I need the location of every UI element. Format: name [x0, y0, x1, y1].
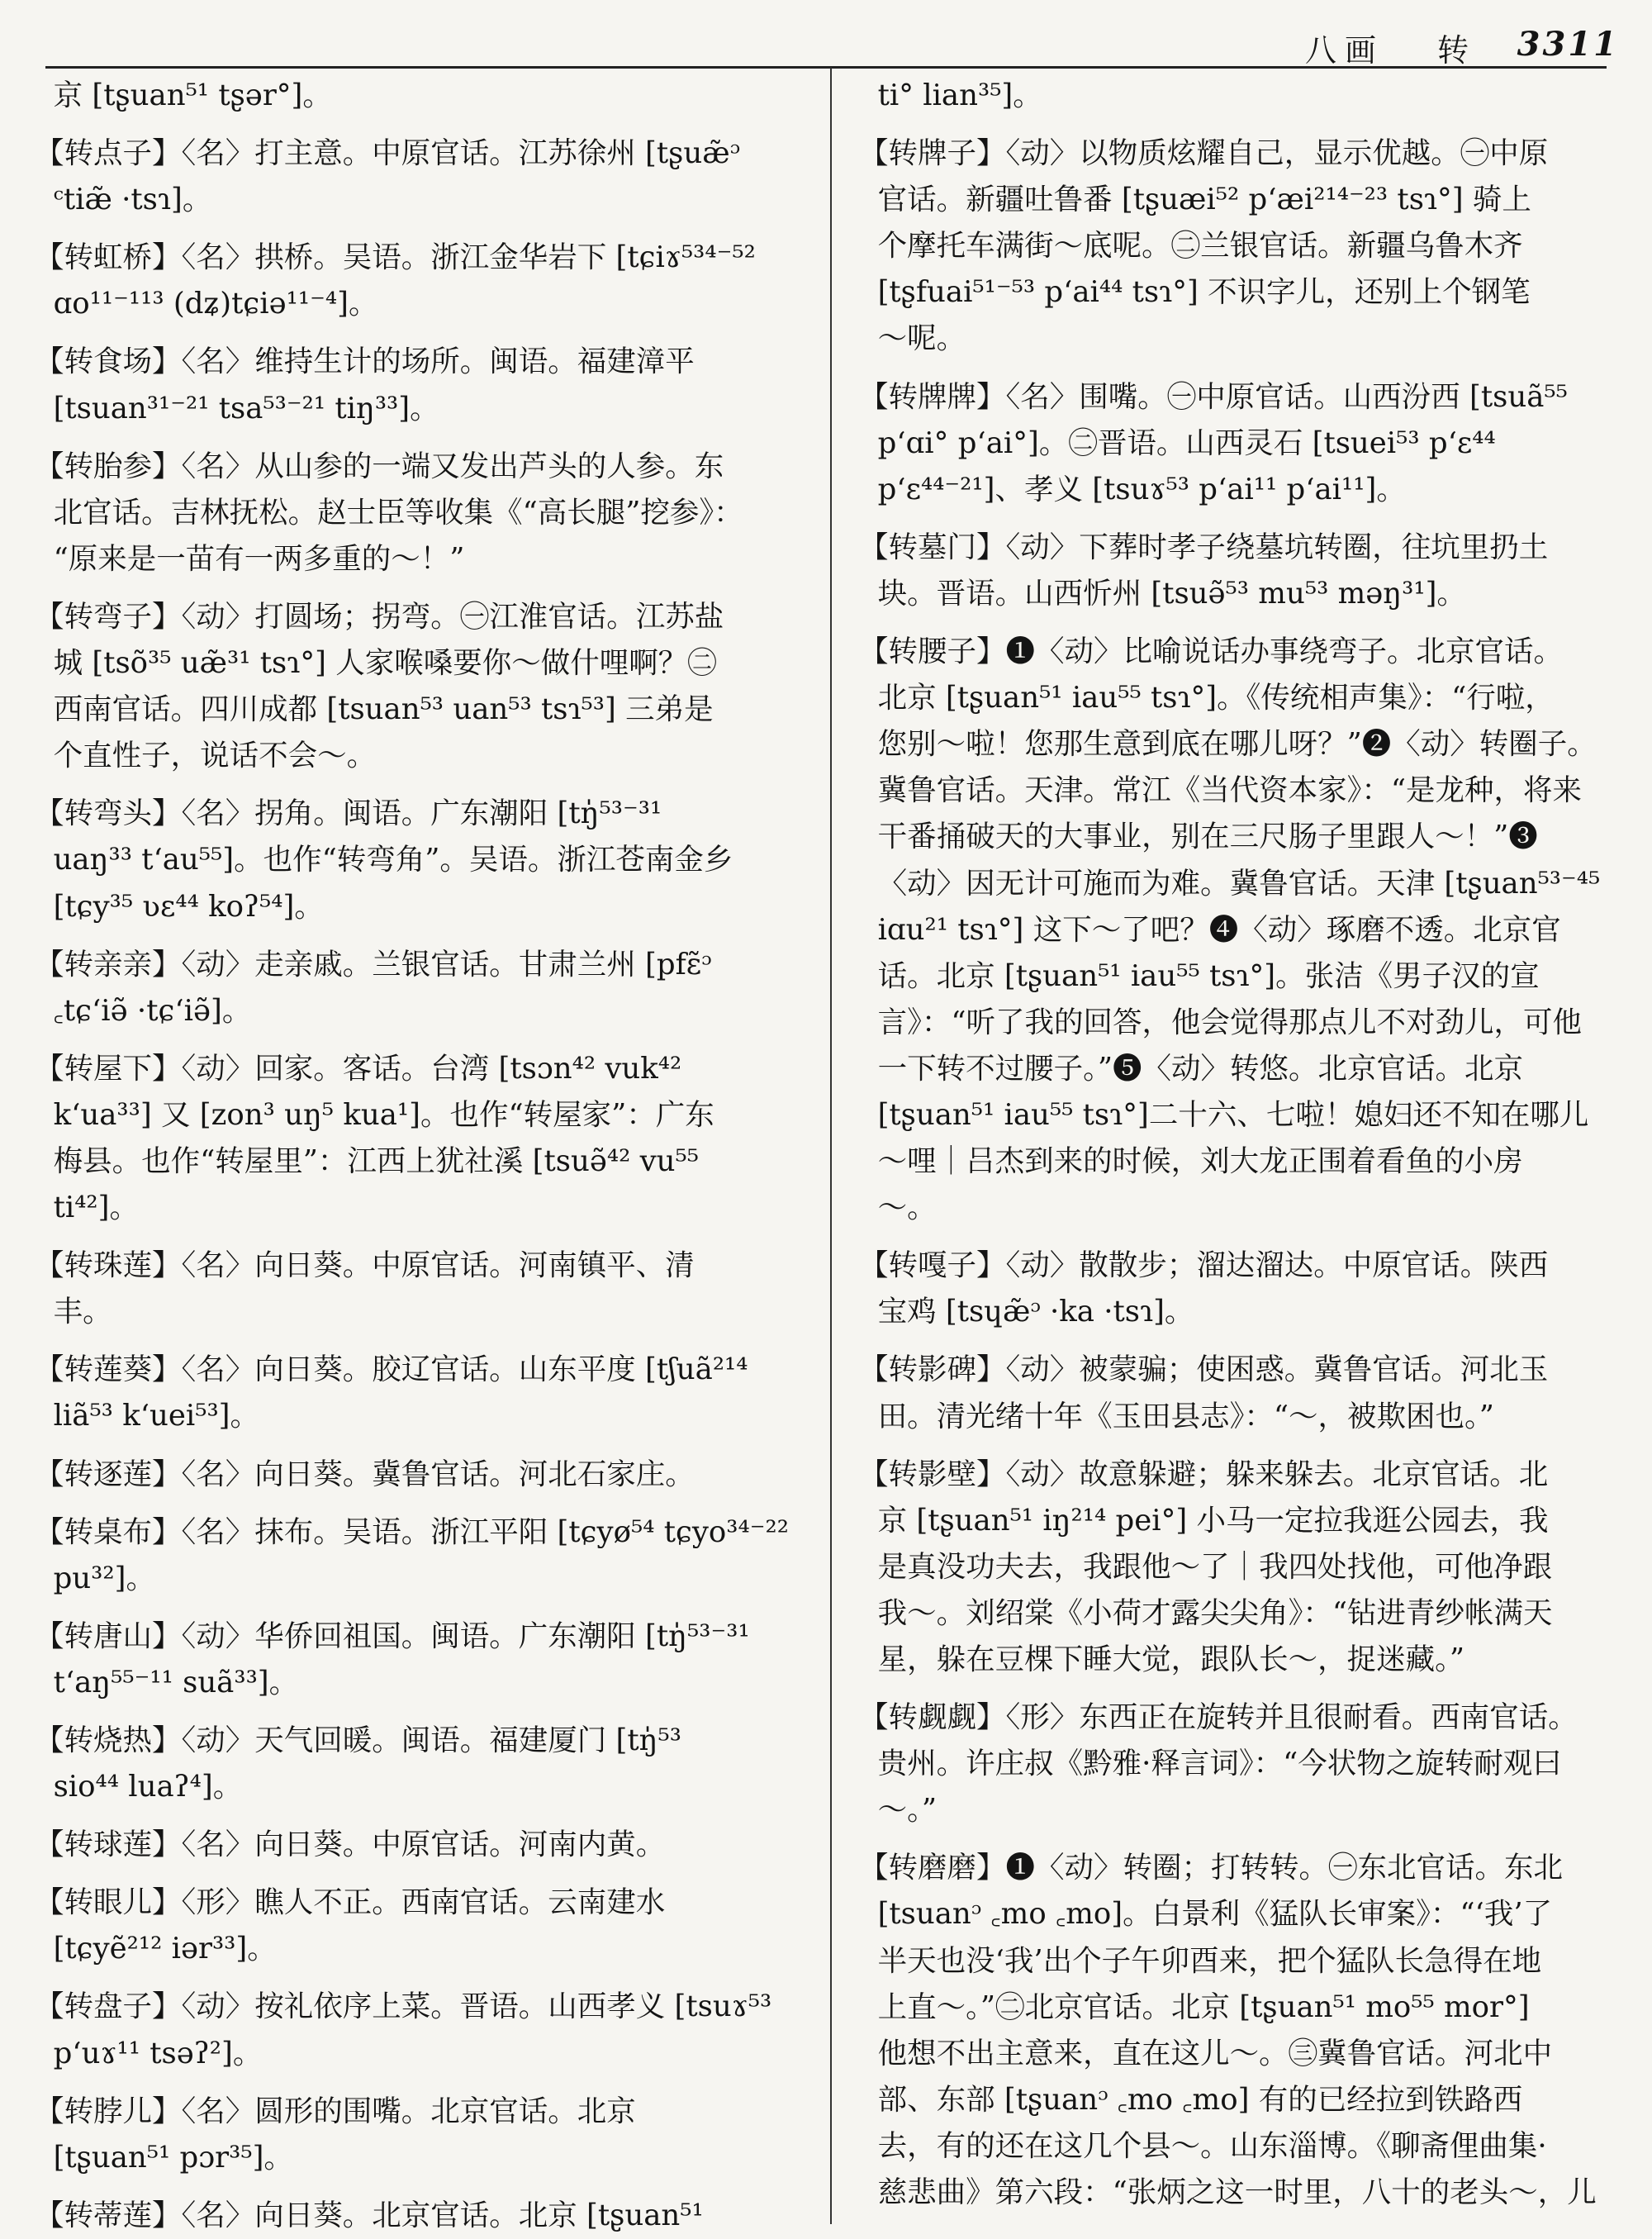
entry-text-line: 您别～啦！您那生意到底在哪儿呀？”❷〈动〉转圈子。: [859, 727, 1597, 762]
entry-text-line: [tsuan³¹⁻²¹ tsa⁵³⁻²¹ tiŋ³³]。: [35, 391, 439, 425]
entry-text-line: pʻuɤ¹¹ tsəʔ²]。: [35, 2036, 263, 2070]
entry-headword-line: 【转虹桥】〈名〉拱桥。吴语。浙江金华岩下 [tɕiɤ⁵³⁴⁻⁵²: [35, 240, 756, 275]
entry-headword-line: 【转烧热】〈动〉天气回暖。闽语。福建厦门 [tŋ̍⁵³: [35, 1723, 681, 1757]
entry-text-line: ～。: [859, 1191, 937, 1225]
entry-text-line: [tʂfuai⁵¹⁻⁵³ pʻai⁴⁴ tsɿ°] 不识字儿，还别上个钢笔: [859, 275, 1531, 310]
entry-headword-line: 【转逐莲】〈名〉向日葵。冀鲁官话。河北石家庄。: [35, 1457, 695, 1491]
section-label: 八画: [1305, 32, 1385, 69]
entry-text-line: 他想不出主意来，直在这儿～。㊂冀鲁官话。河北中: [859, 2036, 1553, 2070]
entry-text-line: 京 [tʂuan⁵¹ iŋ²¹⁴ pei°] 小马一定拉我逛公园去，我: [859, 1503, 1549, 1538]
entry-text-line: 块。晋语。山西忻州 [tsuə̃⁵³ mu⁵³ məŋ³¹]。: [859, 576, 1466, 611]
entry-headword-line: 【转桌布】〈名〉抹布。吴语。浙江平阳 [tɕyø⁵⁴ tɕyo³⁴⁻²²: [35, 1514, 789, 1549]
entry-text-line: 北官话。吉林抚松。赵士臣等收集《“高长腿”挖参》：: [35, 495, 743, 530]
entry-text-line: 上直～。”㊁北京官话。北京 [tʂuan⁵¹ mo⁵⁵ mor°]: [859, 1989, 1530, 2024]
entry-text-line: [tsuanᵓ ꜀mo ꜀mo]。白景利《猛队长审案》：“‘我’了: [859, 1897, 1553, 1932]
entry-text-line: 半天也没‘我’出个子午卯酉来，把个猛队长急得在地: [859, 1943, 1542, 1978]
entry-headword-line: 【转盘子】〈动〉按礼依序上菜。晋语。山西孝义 [tsuɤ⁵³: [35, 1989, 772, 2024]
entry-text-line: 话。北京 [tʂuan⁵¹ iau⁵⁵ tsɿ°]。张洁《男子汉的宣: [859, 958, 1540, 993]
entry-text-line: 京 [tʂuan⁵¹ tʂər°]。: [35, 78, 332, 112]
entry-text-line: ɑo¹¹⁻¹¹³ (dʑ)tɕiə¹¹⁻⁴]。: [35, 287, 378, 321]
entry-headword-line: 【转胎参】〈名〉从山参的一端又发出芦头的人参。东: [35, 449, 724, 483]
entry-headword-line: 【转脖儿】〈名〉圆形的围嘴。北京官话。北京: [35, 2094, 636, 2128]
entry-headword-line: 【转球莲】〈名〉向日葵。中原官话。河南内黄。: [35, 1828, 666, 1862]
page-number: 3311: [1517, 25, 1619, 64]
entry-headword-line: 【转影碑】〈动〉被蒙骗；使困惑。冀鲁官话。河北玉: [859, 1352, 1549, 1387]
entry-text-line: tʻaŋ⁵⁵⁻¹¹ suã³³]。: [35, 1665, 299, 1699]
entry-headword-line: 【转牌子】〈动〉以物质炫耀自己，显示优越。㊀中原: [859, 136, 1549, 171]
entry-text-line: 个摩托车满街～底呢。㊁兰银官话。新疆乌鲁木齐: [859, 229, 1523, 264]
entry-text-line: ti⁴²]。: [35, 1191, 140, 1225]
entry-headword-line: 【转影壁】〈动〉故意躲避；躲来躲去。北京官话。北: [859, 1457, 1549, 1491]
entry-headword-line: 【转眼儿】〈形〉瞧人不正。西南官话。云南建水: [35, 1885, 666, 1920]
entry-text-line: ᶜtiæ̃ ·tsɿ]。: [35, 183, 212, 217]
entry-text-line: iɑu²¹ tsɿ°] 这下～了吧？❹〈动〉琢磨不透。北京官: [859, 912, 1561, 947]
entry-text-line: [tʂuan⁵¹ pɔr³⁵]。: [35, 2140, 293, 2175]
entry-text-line: 一下转不过腰子。”❺〈动〉转悠。北京官话。北京: [859, 1051, 1523, 1086]
entry-text-line: pu³²]。: [35, 1561, 155, 1595]
entry-headword-line: 【转觑觑】〈形〉东西正在旋转并且很耐看。西南官话。: [859, 1700, 1578, 1735]
entry-headword-line: 【转食场】〈名〉维持生计的场所。闽语。福建漳平: [35, 345, 695, 379]
entry-text-line: “原来是一苗有一两多重的～！”: [35, 541, 465, 576]
entry-headword-line: 【转莲葵】〈名〉向日葵。胶辽官话。山东平度 [tʃuã²¹⁴: [35, 1352, 748, 1387]
entry-text-line: 宝鸡 [tsɥæ̃ᵓ ·ka ·tsɿ]。: [859, 1295, 1194, 1329]
entry-text-line: 北京 [tʂuan⁵¹ iau⁵⁵ tsɿ°]。《传统相声集》：“行啦，: [859, 681, 1555, 715]
entry-text-line: ti° lian³⁵]。: [859, 78, 1042, 112]
entry-text-line: 贵州。许庄叔《黔雅·释言词》：“今状物之旋转耐观曰: [859, 1747, 1562, 1781]
entry-text-line: uaŋ³³ tʻau⁵⁵]。也作“转弯角”。吴语。浙江苍南金乡: [35, 843, 733, 877]
entry-text-line: 慈悲曲》第六段：“张炳之这一时里，八十的老头～，儿: [859, 2175, 1597, 2210]
entry-text-line: pʻɛ⁴⁴⁻²¹]、孝义 [tsuɤ⁵³ pʻai¹¹ pʻai¹¹]。: [859, 472, 1406, 506]
entry-text-line: 部、东部 [tʂuanᵓ ꜀mo ꜀mo] 有的已经拉到铁路西: [859, 2082, 1523, 2117]
entry-text-line: liã⁵³ kʻuei⁵³]。: [35, 1399, 260, 1433]
entry-text-line: 我～。刘绍棠《小荷才露尖尖角》：“钻进青纱帐满天: [859, 1595, 1553, 1630]
entry-headword-line: 【转唐山】〈动〉华侨回祖国。闽语。广东潮阳 [tŋ̍⁵³⁻³¹: [35, 1619, 750, 1653]
entry-text-line: sio⁴⁴ luaʔ⁴]。: [35, 1770, 243, 1804]
entry-headword-line: 【转弯子】〈动〉打圆场；拐弯。㊀江淮官话。江苏盐: [35, 599, 724, 634]
entry-text-line: 冀鲁官话。天津。常江《当代资本家》：“是龙种，将来: [859, 773, 1582, 808]
entry-text-line: [tʂuan⁵¹ iau⁵⁵ tsɿ°]二十六、七啦！媳妇还不知在哪儿: [859, 1097, 1589, 1132]
entry-text-line: 〈动〉因无计可施而为难。冀鲁官话。天津 [tʂuan⁵³⁻⁴⁵: [859, 866, 1601, 901]
entry-headword-line: 【转屋下】〈动〉回家。客话。台湾 [tsɔn⁴² vuk⁴²: [35, 1051, 682, 1086]
right-column: [859, 73, 1623, 2216]
entry-text-line: [tɕy³⁵ ʋɛ⁴⁴ koʔ⁵⁴]。: [35, 889, 324, 924]
entry-text-line: 田。清光绪十年《玉田县志》：“～，被欺困也。”: [859, 1399, 1494, 1433]
entry-headword-line: 【转嘎子】〈动〉散散步；溜达溜达。中原官话。陕西: [859, 1248, 1549, 1283]
entry-headword-line: 【转弯头】〈名〉拐角。闽语。广东潮阳 [tŋ̍⁵³⁻³¹: [35, 796, 662, 831]
entry-text-line: 干番捅破天的大事业，别在三尺肠子里跟人～！”❸: [859, 820, 1538, 854]
entry-text-line: ～呢。: [859, 321, 966, 356]
entry-text-line: 西南官话。四川成都 [tsuan⁵³ uan⁵³ tsɿ⁵³] 三弟是: [35, 692, 714, 727]
entry-text-line: 星，躲在豆棵下睡大觉，跟队长～，捉迷藏。”: [859, 1642, 1464, 1676]
entry-text-line: 城 [tsõ³⁵ uæ̃³¹ tsɿ°] 人家喉嗓要你～做什哩啊？㊁: [35, 646, 717, 681]
header-rule: [45, 66, 1607, 69]
entry-text-line: 个直性子，说话不会～。: [35, 739, 377, 773]
entry-headword-line: 【转腰子】❶〈动〉比喻说话办事绕弯子。北京官话。: [859, 635, 1564, 669]
entry-text-line: ꜀tɕʻiə̃ ·tɕʻiə̃]。: [35, 993, 252, 1028]
left-column: [35, 73, 799, 2239]
entry-headword-line: 【转牌牌】〈名〉围嘴。㊀中原官话。山西汾西 [tsuã⁵⁵: [859, 379, 1568, 414]
entry-text-line: ～。”: [859, 1793, 937, 1828]
entry-headword-line: 【转墓门】〈动〉下葬时孝子绕墓坑转圈，往坑里扔土: [859, 530, 1549, 564]
entry-text-line: pʻɑi° pʻai°]。㊁晋语。山西灵石 [tsuei⁵³ pʻɛ⁴⁴: [859, 425, 1496, 460]
column-divider: [830, 68, 832, 2224]
entry-headword-line: 【转亲亲】〈动〉走亲戚。兰银官话。甘肃兰州 [pfɛ̃ᵓ: [35, 947, 712, 982]
entry-text-line: ～哩｜吕杰到来的时候，刘大龙正围着看鱼的小房: [859, 1144, 1523, 1179]
running-header: [1305, 25, 1635, 69]
entry-headword-line: 【转磨磨】❶〈动〉转圈；打转转。㊀东北官话。东北: [859, 1851, 1564, 1885]
head-character: 转: [1437, 32, 1469, 69]
entry-text-line: [tɕyẽ²¹² iər³³]。: [35, 1932, 277, 1966]
entry-headword-line: 【转蒂莲】〈名〉向日葵。北京官话。北京 [tʂuan⁵¹: [35, 2198, 704, 2232]
entry-headword-line: 【转珠莲】〈名〉向日葵。中原官话。河南镇平、清: [35, 1248, 695, 1283]
entry-text-line: 是真没功夫去，我跟他～了｜我四处找他，可他净跟: [859, 1549, 1553, 1584]
entry-text-line: 丰。: [35, 1295, 112, 1329]
entry-text-line: 梅县。也作“转屋里”：江西上犹社溪 [tsuə̃⁴² vu⁵⁵: [35, 1143, 699, 1178]
entry-text-line: 言》：“听了我的回答，他会觉得那点儿不对劲儿，可他: [859, 1005, 1582, 1039]
entry-text-line: 官话。新疆吐鲁番 [tʂuæi⁵² pʻæi²¹⁴⁻²³ tsɿ°] 骑上: [859, 183, 1531, 217]
entry-headword-line: 【转点子】〈名〉打主意。中原官话。江苏徐州 [tʂuæ̃ᵓ: [35, 136, 740, 171]
entry-text-line: kʻua³³] 又 [zon³ uŋ⁵ kua¹]。也作“转屋家”：广东: [35, 1097, 714, 1132]
entry-text-line: 去，有的还在这几个县～。山东淄博。《聊斋俚曲集·: [859, 2128, 1547, 2163]
